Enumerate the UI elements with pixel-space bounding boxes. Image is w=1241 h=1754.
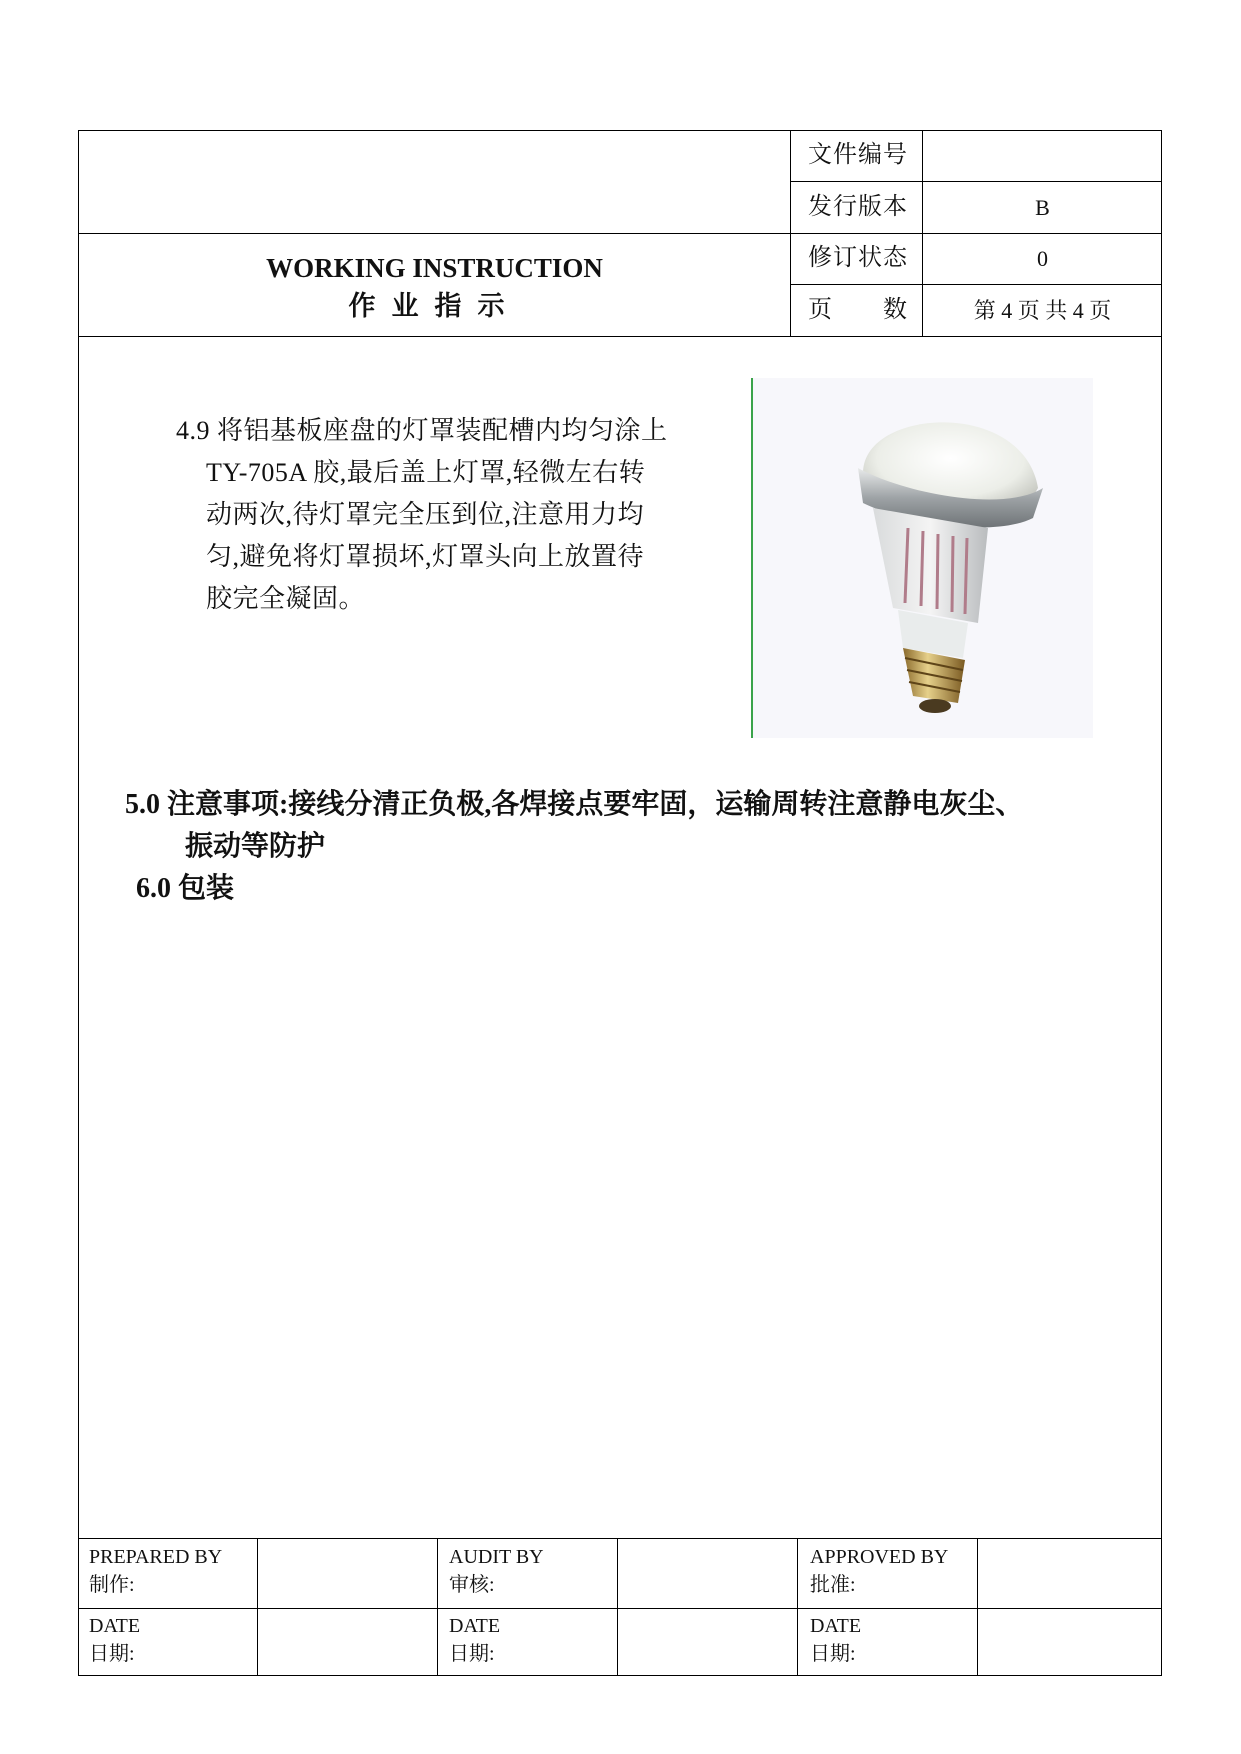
doc-number-value bbox=[923, 130, 1162, 181]
led-bulb-photo bbox=[751, 378, 1093, 738]
header-divider bbox=[78, 233, 791, 234]
step-line: 胶完全凝固。 bbox=[206, 584, 366, 613]
footer-vertical-rule bbox=[617, 1538, 618, 1676]
approved-by-en: APPROVED BY bbox=[810, 1546, 949, 1568]
prepared-by-en: PREPARED BY bbox=[89, 1546, 223, 1568]
revision-value: 0 bbox=[1037, 246, 1048, 271]
step-line: TY-705A 胶,最后盖上灯罩,轻微左右转 bbox=[206, 458, 646, 487]
audit-by-cn: 审核: bbox=[449, 1574, 495, 1596]
packaging-heading: 6.0 包装 bbox=[136, 873, 235, 904]
page-count-label: 页 数 bbox=[808, 297, 908, 323]
prepared-by-label bbox=[89, 1543, 222, 1599]
note-line: 5.0 注意事项:接线分清正负极,各焊接点要牢固，运输周转注意静电灰尘、 bbox=[125, 789, 1024, 820]
date-cn: 日期: bbox=[810, 1643, 856, 1665]
led-bulb-icon bbox=[753, 378, 1093, 738]
step-4-9 bbox=[176, 410, 736, 620]
revision-label: 修订状态 bbox=[808, 245, 908, 271]
approved-by-cn: 批准: bbox=[810, 1574, 856, 1596]
approved-date-label bbox=[810, 1612, 861, 1668]
step-line: 4.9 将铝基板座盘的灯罩装配槽内均匀涂上 bbox=[176, 416, 668, 445]
prepared-by-cn: 制作: bbox=[89, 1574, 135, 1596]
doc-title-cn: 作业指示 bbox=[348, 291, 521, 321]
version-value: B bbox=[1035, 195, 1050, 220]
note-line: 振动等防护 bbox=[185, 831, 326, 862]
footer-vertical-rule bbox=[437, 1538, 438, 1676]
footer-vertical-rule bbox=[797, 1538, 798, 1676]
date-en: DATE bbox=[89, 1615, 141, 1637]
doc-number-label: 文件编号 bbox=[808, 142, 908, 168]
date-en: DATE bbox=[449, 1615, 501, 1637]
date-cn: 日期: bbox=[89, 1643, 135, 1665]
header-bottom-border bbox=[78, 336, 1162, 337]
date-en: DATE bbox=[810, 1615, 862, 1637]
approved-by-label bbox=[810, 1543, 948, 1599]
version-label: 发行版本 bbox=[808, 194, 908, 220]
footer-vertical-rule bbox=[977, 1538, 978, 1676]
audit-by-label bbox=[449, 1543, 544, 1599]
audit-date-label bbox=[449, 1612, 500, 1668]
step-line: 动两次,待灯罩完全压到位,注意用力均 bbox=[206, 500, 645, 529]
audit-by-en: AUDIT BY bbox=[449, 1546, 544, 1568]
footer-vertical-rule bbox=[257, 1538, 258, 1676]
footer-top-rule bbox=[78, 1538, 1162, 1539]
step-line: 匀,避免将灯罩损坏,灯罩头向上放置待 bbox=[206, 542, 645, 571]
page-frame bbox=[78, 130, 1162, 1676]
prepared-date-label bbox=[89, 1612, 140, 1668]
doc-title-en: WORKING INSTRUCTION bbox=[266, 253, 603, 283]
date-cn: 日期: bbox=[449, 1643, 495, 1665]
note-5-0 bbox=[125, 784, 1145, 868]
footer-mid-rule bbox=[78, 1608, 1162, 1609]
page-count-value: 第 4 页 共 4 页 bbox=[973, 298, 1112, 323]
